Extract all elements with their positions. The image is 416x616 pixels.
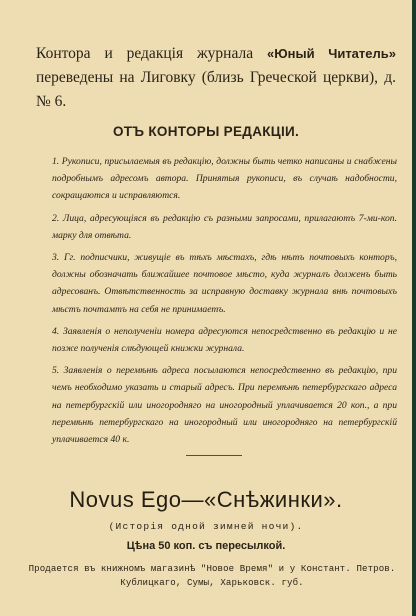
- advert-price: Цѣна 50 коп. съ пересылкой.: [126, 540, 286, 552]
- advert-subtitle: (Исторія одной зимней ночи).: [108, 521, 304, 532]
- advert-sales-info: Продается въ книжномъ магазинѣ "Новое Время" и у Констант. Петров. Кублицкаго, Сумы, Харьковск. губ.: [28, 563, 396, 588]
- rule-item-2: 2. Лица, адресующіяся въ редакцію съ разными запросами, прилагаютъ 7-ми-коп. марку для отвѣта.: [52, 212, 397, 241]
- notice-text-end: переведены на Лиговку (близь Греческой церкви), д. № 6.: [36, 69, 396, 110]
- notice-text-start: Контора и редакція журнала: [36, 45, 267, 62]
- rule-item-5: 5. Заявленія о перемѣнѣ адреса посылаются непосредственно въ редакцію, при чемъ необходимо указать и старый адресъ. При перемѣнѣ петербургскаго адреса на петербургскій или иногородняго на иногородный уплачивается 20 коп., а при перемѣнѣ петербургскаго на иногородный или иногородняго на петербургскій уплачивается 40 к.: [52, 365, 397, 446]
- rule-item-3: 3. Гг. подписчики, живущіе въ тѣхъ мѣстахъ, гдѣ нѣтъ почтовыхъ конторъ, должны обозначать ближайшее почтовое мѣсто, куда журналъ долженъ быть адресованъ. Отвѣтственность за исправную доставку журнала внѣ почтовыхъ мѣстъ почтамтъ на себя не принимаетъ.: [52, 252, 397, 315]
- advert-title: Novus Ego—«Снѣжинки».: [69, 487, 343, 512]
- relocation-notice: [36, 42, 396, 114]
- journal-name: «Юный Читатель»: [266, 46, 396, 61]
- divider: [186, 455, 242, 456]
- editorial-rules-list: [52, 153, 397, 453]
- rule-item-1: 1. Рукописи, присылаемыя въ редакцію, должны быть четко написаны и снабжены подробнымъ адресомъ автора. Принятыя рукописи, въ случаѣ надобности, сокращаются и исправляются.: [52, 156, 397, 202]
- rule-item-4: 4. Заявленія о неполученіи номера адресуются непосредственно въ редакцію и не позже полученія слѣдующей книжки журнала.: [52, 325, 397, 355]
- section-title: ОТЪ КОНТОРЫ РЕДАКЦІИ.: [112, 124, 300, 139]
